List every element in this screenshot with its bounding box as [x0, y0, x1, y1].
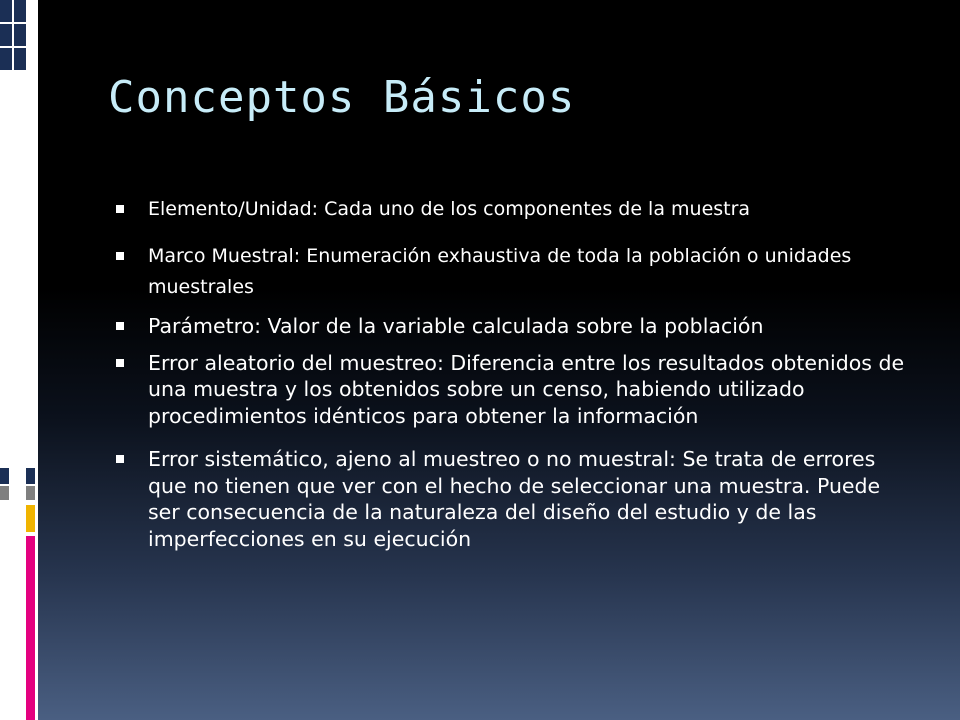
bullet-list — [112, 194, 912, 567]
navy-square — [14, 24, 26, 46]
bullet-text: Marco Muestral: Enumeración exhaustiva de toda la población o unidades muestrales — [148, 245, 852, 298]
square-bullet-icon — [116, 455, 124, 463]
square-bullet-icon — [116, 359, 124, 367]
square-bullet-icon — [116, 205, 124, 213]
bullet-item — [112, 241, 912, 303]
navy-square — [0, 48, 12, 70]
gold-accent-bar — [26, 505, 35, 532]
bullet-text: Error aleatorio del muestreo: Diferencia entre los resultados obtenidos de una muestra y los obtenidos sobre un censo, habiendo utilizado procedimientos idénticos para obtener la información — [148, 350, 905, 428]
magenta-accent-bar — [26, 536, 35, 720]
navy-square — [14, 48, 26, 70]
navy-accent-bar — [26, 468, 35, 484]
slide-title: Conceptos Básicos — [108, 72, 576, 123]
bullet-text: Error sistemático, ajeno al muestreo o no muestral: Se trata de errores que no tienen que ver con el hecho de seleccionar una muestra. Puede ser consecuencia de la naturaleza del diseño del estudio y de las imperfecciones en su ejecución — [148, 447, 881, 551]
gray-accent-bar — [0, 486, 9, 500]
bullet-item — [112, 313, 912, 340]
square-bullet-icon — [116, 322, 124, 330]
navy-square — [0, 24, 12, 46]
bullet-text: Elemento/Unidad: Cada uno de los componentes de la muestra — [148, 198, 751, 220]
navy-accent-bar — [0, 468, 9, 484]
bullet-item — [112, 194, 912, 225]
bullet-item — [112, 350, 912, 430]
gray-accent-bar — [26, 486, 35, 500]
bullet-text: Parámetro: Valor de la variable calculada sobre la población — [148, 314, 764, 338]
navy-square — [0, 0, 12, 22]
navy-square — [14, 0, 26, 22]
bullet-item — [112, 446, 912, 552]
square-bullet-icon — [116, 252, 124, 260]
